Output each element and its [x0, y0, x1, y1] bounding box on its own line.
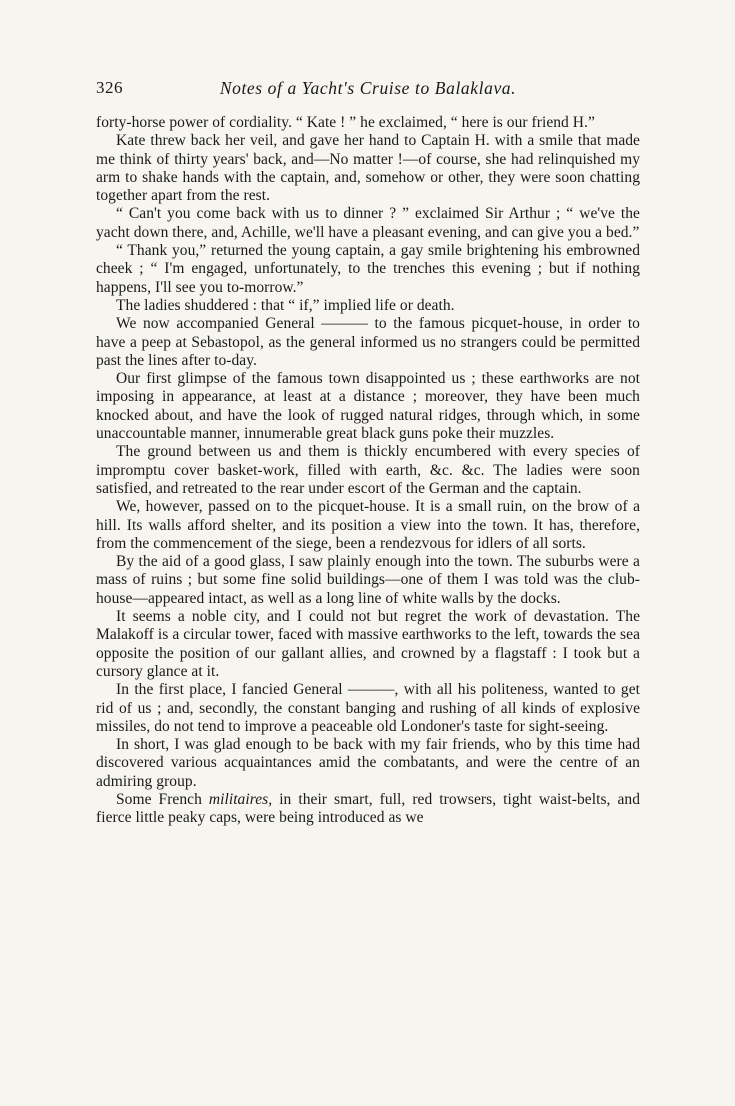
paragraph: “ Thank you,” returned the young captain, a gay smile brightening his embrowned cheek ; “ I'm engaged, unfortunately, to the trenches this evening ; but if nothing happens, I'll see you to-morrow.” — [96, 242, 640, 296]
text-run: Some French — [116, 790, 209, 808]
paragraph: We now accompanied General ——— to the famous picquet-house, in order to have a peep at Sebastopol, as the general informed us no strangers could be permitted past the lines after to-day. — [96, 315, 640, 369]
paragraph: Kate threw back her veil, and gave her hand to Captain H. with a smile that made me think of thirty years' back, and—No matter !—of course, she had relinquished my arm to shake hands with the captain, and, somehow or other, they were soon chatting together apart from the rest. — [96, 132, 640, 205]
paragraph: It seems a noble city, and I could not but regret the work of devastation. The Malakoff is a circular tower, faced with massive earthworks to the left, towards the sea opposite the position of our gallant allies, and crowned by a flagstaff : I took but a cursory glance at it. — [96, 608, 640, 680]
paragraph: We, however, passed on to the picquet-house. It is a small ruin, on the brow of a hill. Its walls afford shelter, and its position a view into the town. It has, therefore, from the commencement of the siege, been a rendezvous for idlers of all sorts. — [96, 498, 640, 552]
body-text — [96, 114, 640, 828]
paragraph: In the first place, I fancied General ———, with all his politeness, wanted to get rid of us ; and, secondly, the constant banging and rushing of all kinds of explosive missiles, do not tend to improve a peaceable old Londoner's taste for sight-seeing. — [96, 681, 640, 735]
paragraph-last — [96, 791, 640, 828]
page-header — [96, 78, 640, 104]
paragraph: By the aid of a good glass, I saw plainly enough into the town. The suburbs were a mass of ruins ; but some fine solid buildings—one of them I was told was the club-house—appeared intact, as well as a long line of white walls by the docks. — [96, 553, 640, 607]
paragraph: forty-horse power of cordiality. “ Kate ! ” he exclaimed, “ here is our friend H.” — [96, 114, 595, 131]
running-title: Notes of a Yacht's Cruise to Balaklava. — [219, 78, 517, 98]
page-number: 326 — [96, 78, 123, 97]
paragraph: “ Can't you come back with us to dinner ? ” exclaimed Sir Arthur ; “ we've the yacht down there, and, Achille, we'll have a pleasant evening, and can give you a bed.” — [96, 205, 640, 241]
paragraph: In short, I was glad enough to be back with my fair friends, who by this time had discovered various acquaintances amid the combatants, and were the centre of an admiring group. — [96, 736, 640, 790]
text-run: in their smart, full, red trowsers, tight waist-belts, and fierce little peaky caps, were being introduced as we — [96, 790, 640, 827]
italic-term: militaires, — [208, 790, 273, 808]
paragraph: The ladies shuddered : that “ if,” implied life or death. — [116, 296, 455, 314]
paragraph: The ground between us and them is thickly encumbered with every species of impromptu cover basket-work, filled with earth, &c. &c. The ladies were soon satisfied, and retreated to the rear under escort of the German and the captain. — [96, 443, 640, 497]
book-page — [96, 78, 640, 828]
paragraph: Our first glimpse of the famous town disappointed us ; these earthworks are not imposing in appearance, at least at a distance ; moreover, they have been much knocked about, and have the look of rugged natural ridges, through which, in some unaccountable manner, innumerable great black guns poke their muzzles. — [96, 370, 640, 443]
